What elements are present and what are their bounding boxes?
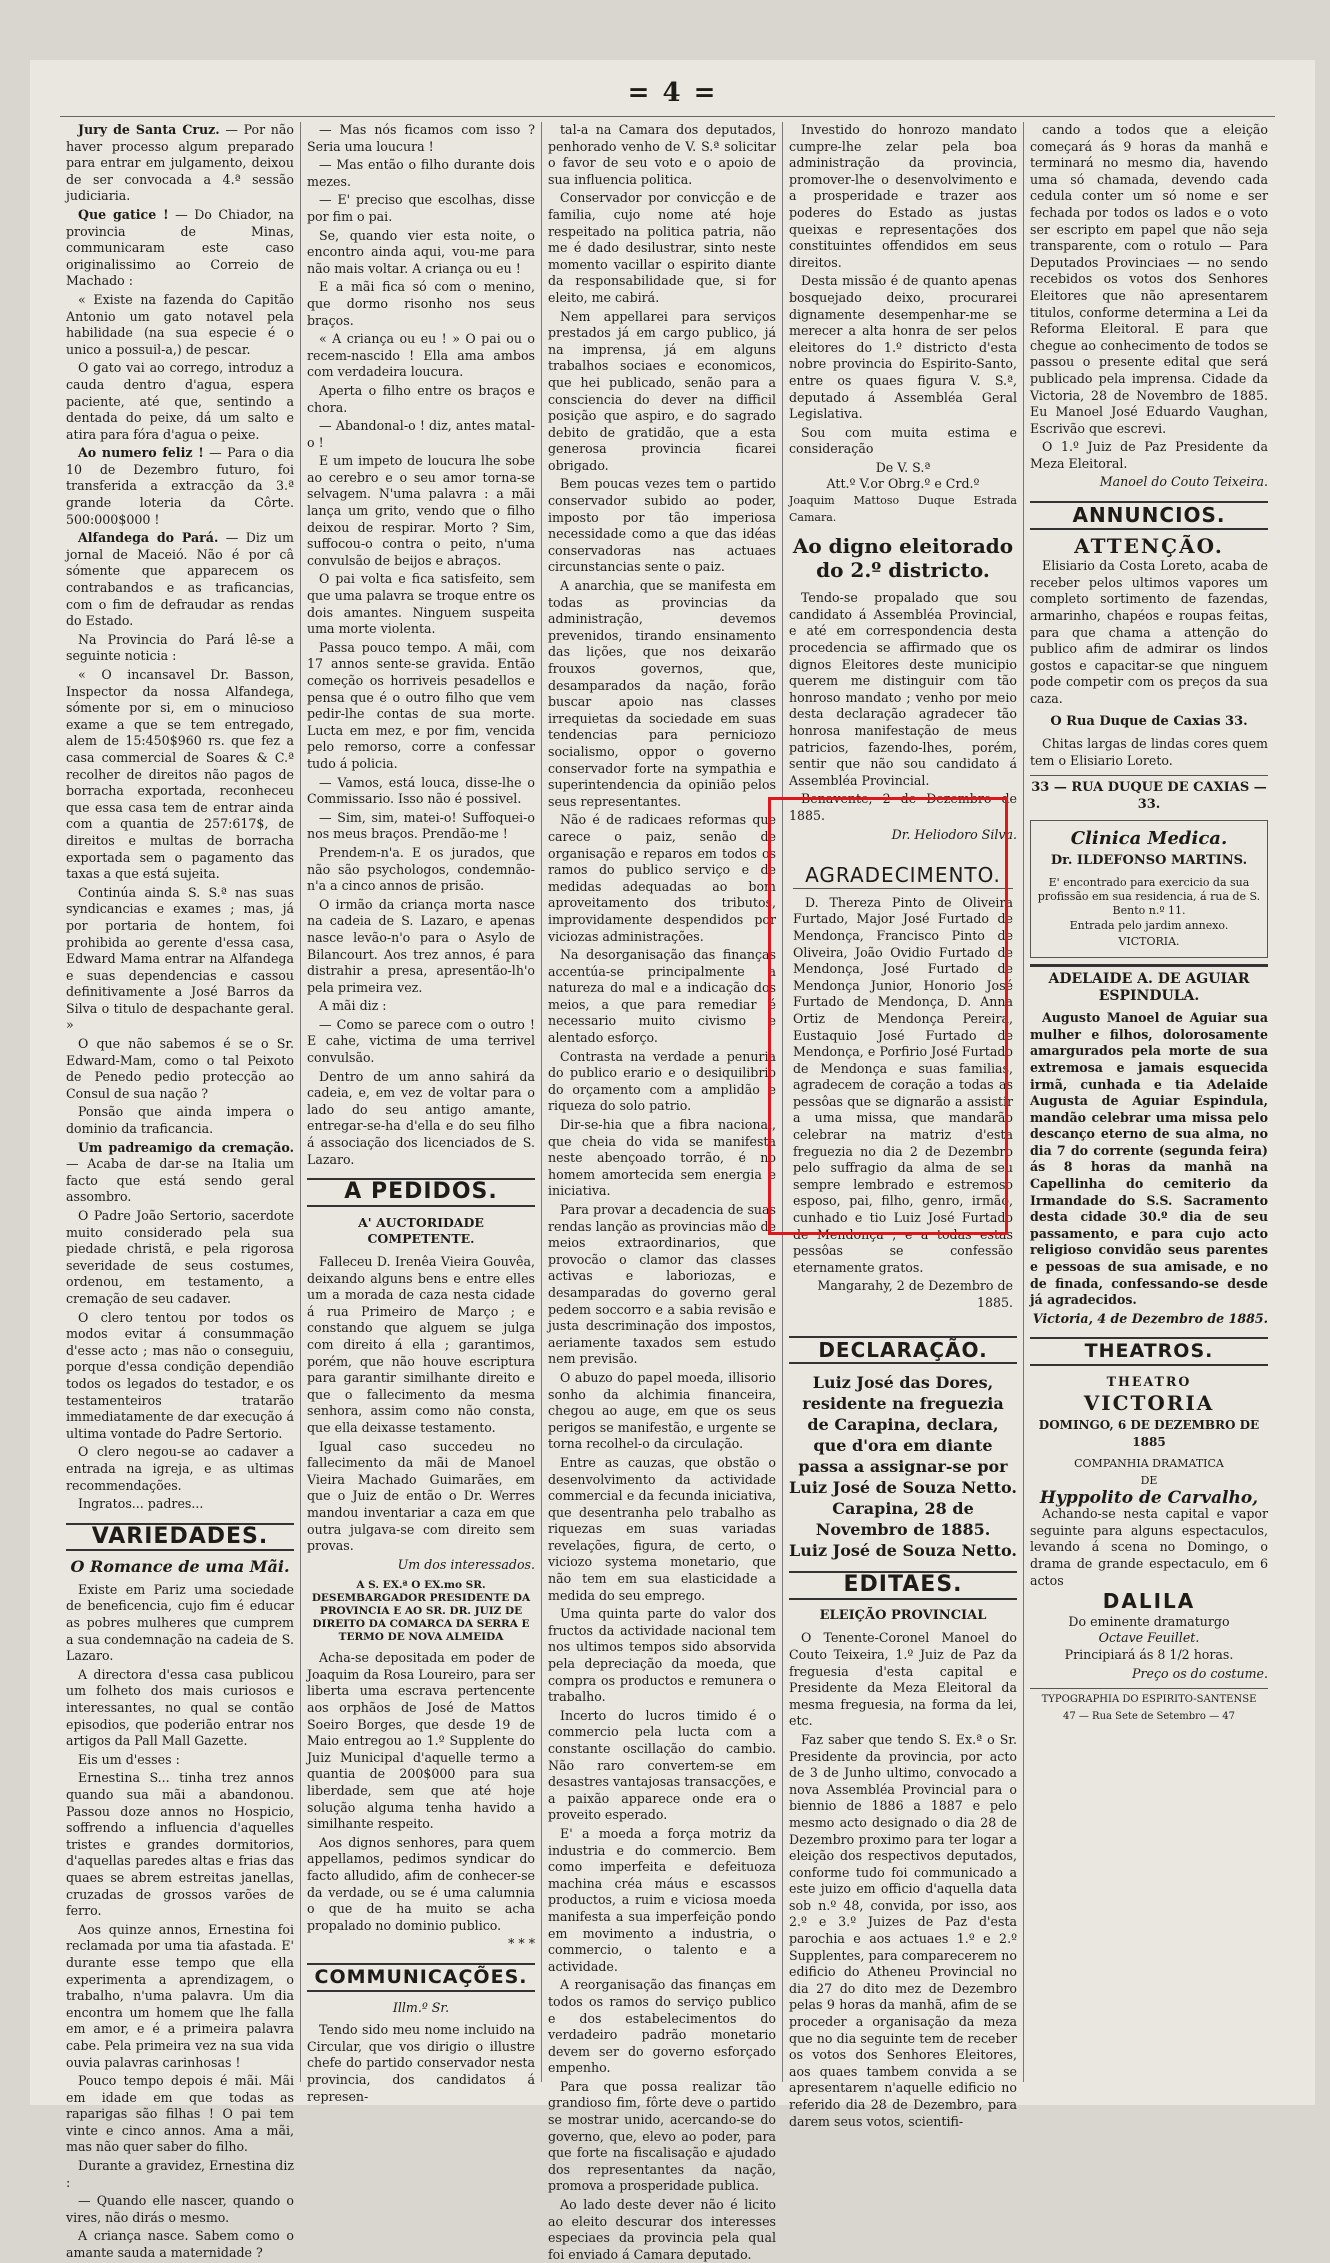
signature: Dr. Heliodoro Silva. <box>891 826 1017 842</box>
story-paragraph: — Quando elle nascer, quando o vires, não dirás o mesmo. <box>66 2193 294 2225</box>
column-divider <box>1023 122 1024 2082</box>
play-author-label: Do eminente dramaturgo <box>1068 1613 1230 1629</box>
pedido-paragraph: Falleceu D. Irenêa Vieira Gouvêa, deixando alguns bens e entre elles um a morada de caza nesta cidade á rua Primeiro de Março ; e constando que alguem se julga com direito á ella ; garantimos, porém, que não houve escriptura para garantir similhante direito e que o fallecimento da mesma senhora, assim como não consta, que ella deixasse testamento. <box>307 1254 535 1435</box>
newspaper-page <box>30 60 1315 2262</box>
clinic-doctor: Dr. ILDEFONSO MARTINS. <box>1050 853 1248 869</box>
article-title: Ao digno eleitorado do 2.º districto. <box>792 534 1014 583</box>
letter-paragraph: Para provar a decadencia de suas rendas lanção as provincias mão de meios extraordinarios, que provocão o clamor das classes activas e laboriozas, e desamparadas do governo geral pedem soccorro e a sabia revisão e justa descriminação dos impostos, aeriamente taxados sem estudo nem previsão. <box>548 1202 776 1367</box>
letter-paragraph: O abuzo do papel moeda, illisorio sonho da alchimia financeira, chegou ao auge, em que os seus perigos se manifestão, e urgente se torna recolhel-o da circulação. <box>548 1369 776 1452</box>
column-5 <box>1030 122 1268 2087</box>
news-item: O clero negou-se ao cadaver a entrada na igreja, e as ultimas recommendações. <box>66 1444 294 1493</box>
clinic-city: VICTORIA. <box>1118 935 1180 949</box>
story-paragraph: « A criança ou eu ! » O pai ou o recem-nascido ! Ella ama ambos com verdadeira loucura. <box>307 331 535 380</box>
letter-paragraph: Ao lado deste dever não é licito ao eleito descurar dos interesses especiaes da provincia pela qual foi enviado á Camara deputado. <box>548 2197 776 2262</box>
play-price: Preço os do costume. <box>1132 1665 1268 1681</box>
news-item: Ao numero feliz ! — Para o dia 10 de Dezembro futuro, foi transferida a extracção da 3.ª grande loteria da Côrte. 500:000$000 ! <box>66 445 294 527</box>
letter-paragraph: A anarchia, que se manifesta em todas as provincias da administração, devemos prevenidos, tirando ensinamento das lições, que nos deixarão frouxos governos, que, desamparados da nação, forão buscar apoio nas classes irrequietas da sociedade em suas tendencias para perniciozo socialismo, oppor o governo conservador forte na sympathia e superintendencia da opinião pelos seus representantes. <box>548 578 776 809</box>
story-paragraph: — Sim, sim, matei-o! Suffoquei-o nos meus braços. Prendão-me ! <box>307 809 535 842</box>
play-title: DALILA <box>1102 1589 1196 1614</box>
ad-note: Chitas largas de lindas cores quem tem o Elisiario Loreto. <box>1030 736 1268 768</box>
letter-paragraph: Na desorganisação das finanças accentúa-se principalmente a natureza do mal e a indicação dos meios, a que para remediar é necessario muito civismo e alentado esforço. <box>548 947 776 1046</box>
ad-title: ATTENÇÃO. <box>1074 533 1224 558</box>
edital-paragraph: O Tenente-Coronel Manoel do Couto Teixeira, 1.º Juiz de Paz da freguesia d'esta capital e Presidente da Meza Eleitoral da mesma freguesia, na forma da lei, etc. <box>789 1630 1017 1729</box>
news-item: Um padreamigo da cremação. — Acaba de dar-se na Italia um facto que está sendo geral assombro. <box>66 1139 294 1205</box>
section-title-annuncios: ANNUNCIOS. <box>1030 501 1268 530</box>
subsection-title: A' AUCTORIDADE COMPETENTE. <box>358 1214 484 1247</box>
section-title-theatros: THEATROS. <box>1030 1337 1268 1366</box>
section-title-variedades: VARIEDADES. <box>66 1523 294 1552</box>
letter-paragraph: Conservador por convicção e de familia, cujo nome até hoje respeitado na politica patria, não me é dado desilustrar, sinto neste momento vacillar o espirito diante da responsabilidade que, si for eleito, me cabirá. <box>548 190 776 305</box>
story-paragraph: — Vamos, está louca, disse-lhe o Commissario. Isso não é possivel. <box>307 774 535 807</box>
theatre-name: VICTORIA <box>1083 1390 1215 1415</box>
story-paragraph: Ernestina S... tinha trez annos quando sua mãi a abandonou. Passou doze annos no Hospicio, soffrendo a influencia d'aquelles tristes e grandes dormitorios, d'aquellas paredes altas e frias das quaes se abrem estreitas janellas, cruzadas de grossos varões de ferro. <box>66 1770 294 1919</box>
story-paragraph: E a mãi fica só com o menino, que dormo risonho nos seus braços. <box>307 279 535 328</box>
agradecimento-title: AGRADECIMENTO. <box>793 867 1013 889</box>
page-number: = 4 = <box>627 78 718 108</box>
theatre-text: Achando-se nesta capital e vapor seguinte para alguns espectaculos, levando á scena no Domingo, o drama de grande espectaculo, em 6 actos <box>1030 1506 1268 1588</box>
play-time: Principiará ás 8 1/2 horas. <box>1064 1646 1234 1662</box>
story-paragraph: O irmão da criança morta nasce na cadeia de S. Lazaro, e apenas nasce levão-n'o para o Asylo de Bilancourt. Aos trez annos, é para distrahir a presa, apresentão-lh'o pela primeira vez. <box>307 896 535 995</box>
letter-paragraph: Sou com muita estima e consideração <box>789 424 1017 457</box>
obituary-date: Victoria, 4 de Dezembro de 1885. <box>1032 1310 1268 1326</box>
section-title-a-pedidos: A PEDIDOS. <box>307 1178 535 1207</box>
theatre-label: THEATRO <box>1106 1374 1192 1389</box>
story-paragraph: Prendem-n'a. E os jurados, que não são psychologos, condemnão-n'a a cinco annos de prisão. <box>307 844 535 894</box>
story-paragraph: — Mas nós ficamos com isso ? Seria uma loucura ! <box>307 122 535 154</box>
news-item: « O incansavel Dr. Basson, Inspector da nossa Alfandega, sómente por si, em o minucioso exame a que se tem entregado, alem de 15:450$960 rs. que fez a casa commercial de Soares & C.ª recolher de direitos não pagos de borracha exportada, reconheceu que essa casa tem de entrar ainda com a quantia de 257:617$, de direitos e multas de borracha exportada sem o pagamento das taxas a que está sujeita. <box>66 667 294 882</box>
column-3 <box>548 122 776 2262</box>
letter-paragraph: Desta missão é de quanto apenas bosquejado deixo, procurarei dignamente desempenhar-me se merecer a alta honra de ser pelos eleitores do 1.º districto d'esta nobre provincia do Espirito-Santo, entre os quaes figura V. S.ª, deputado á Assembléa Geral Legislativa. <box>789 273 1017 422</box>
story-paragraph: Dentro de um anno sahirá da cadeia, e, em vez de voltar para o lado do seu antigo amante, entregar-se-ha d'ella e do seu filho á associação dos licenciados de S. Lazaro. <box>307 1068 535 1167</box>
news-item: Jury de Santa Cruz. — Por não haver processo algum preparado para entrar em julgamento, deixou de ser convocada a 4.ª sessão judiciaria. <box>66 122 295 204</box>
letter-paragraph: Bem poucas vezes tem o partido conservador subido ao poder, imposto por tão imperiosa necessidade como a que das idéas conservadoras nas actuaes circunstancias sente o paiz. <box>548 476 776 575</box>
subsection-title: ELEIÇÃO PROVINCIAL <box>819 1607 987 1623</box>
declaracao-text: Luiz José das Dores, residente na freguezia de Carapina, declara, que d'ora em diante passa a assignar-se por Luiz José de Souza Netto. <box>789 1373 1017 1498</box>
story-paragraph: Aos quinze annos, Ernestina foi reclamada por uma tia afastada. E' durante esse tempo que ella experimenta a aprendizagem, o trabalho, n'uma palavra. Um dia encontra um homem que lhe falla em amor, e é a primeira palavra cabe. Pela primeira vez na sua vida ouvia palavras carinhosas ! <box>66 1921 294 2070</box>
news-item: O gato vai ao corrego, introduz a cauda dentro d'agua, espera paciente, até que, sentindo a dentada do peixe, dá um salto e atira para fóra d'agua o peixe. <box>66 360 294 442</box>
pedido-paragraph: Igual caso succedeu no fallecimento da mãi de Manoel Vieira Machado Guimarães, em que o Juiz de então o Dr. Werres mandou inventariar a caza em que outra julgava-se com direito sem provas. <box>307 1438 535 1554</box>
story-paragraph: A mãi diz : <box>319 998 387 1014</box>
letter-closing: Att.º V.or Obrg.º e Crd.º <box>826 476 980 492</box>
story-paragraph: A criança nasce. Sabem como o amante sauda a maternidade ? <box>66 2228 294 2261</box>
letter-paragraph: Nem appellarei para serviços prestados já em cargo publico, já na imprensa, já em alguns trabalhos sociaes e economicos, que hei publicado, senão para a consciencia do dever na difficil posição que aspiro, e do sagrado debito de gratidão, que a esta generosa provincia ficarei obrigado. <box>548 308 776 473</box>
story-paragraph: — Mas então o filho durante dois mezes. <box>307 157 535 189</box>
ad-address: O Rua Duque de Caxias 33. <box>1050 713 1248 729</box>
agradecimento-date: Mangarahy, 2 de Dezembro de 1885. <box>817 1278 1013 1310</box>
news-item: Ingratos... padres... <box>78 1496 204 1512</box>
edital-paragraph: cando a todos que a eleição começará ás 9 horas da manhã e terminará no mesmo dia, havendo uma só chamada, devendo cada cedula conter um só nome e ser fechada por todos os lados e o voto ser escripto em papel que não seja transparente, com o rotulo — Para Deputados Provinciaes — no sendo recebidos os votos dos Senhores Eleitores que não apresentarem titulos, conforme determina a Lei da Reforma Eleitoral. E para que chegue ao conhecimento de todos se passou o presente edital que será publicado pela imprensa. Cidade da Victoria, 28 de Novembro de 1885. Eu Manoel José Eduardo Vaughan, Escrivão que escrevi. <box>1030 122 1268 436</box>
story-paragraph: Eis um d'esses : <box>78 1751 180 1767</box>
story-paragraph: Pouco tempo depois é mãi. Mãi em idade em que todas as raparigas são filhas ! O pai tem vinte e cinco annos. Ama a mãi, mas não quer saber do filho. <box>66 2073 294 2155</box>
letter-paragraph: Entre as cauzas, que obstão o desenvolvimento da actividade commercial e da fecunda iniciativa, que desentranha pelo trabalho as riquezas em suas variadas revelações, figura, de certo, o viciozo systema monetario, que não tem em sua elasticidade a medida do seu emprego. <box>548 1454 776 1603</box>
story-paragraph: Durante a gravidez, Ernestina diz : <box>66 2158 294 2190</box>
column-divider <box>300 122 301 2082</box>
theatre-company: COMPANHIA DRAMATICA <box>1074 1457 1224 1471</box>
obituary-text: Augusto Manoel de Aguiar sua mulher e filhos, dolorosamente amargurados pela morte de sua extremosa e jamais esquecida irmã, cunhada e tia Adelaide Augusta de Aguiar Espindula, mandão celebrar uma missa pelo descanço eterno de sua alma, no dia 7 do corrente (segunda feira) ás 8 horas da manhã na Capellinha do cemiterio da Irmandade do S.S. Sacramento desta cidade 30.º dia de seu passamento, e para cujo acto religioso convidão seus parentes e pessoas de sua amisade, e no de finada, confessando-se desde já agradecidos. <box>1030 1010 1268 1308</box>
news-item: Na Provincia do Pará lê-se a seguinte noticia : <box>66 631 294 664</box>
clinic-ad <box>1030 820 1268 958</box>
letter-paragraph: Investido do honrozo mandato cumpre-lhe zelar pela boa administração da provincia, promover-lhe o desenvolvimento e a prosperidade e trazer aos poderes do Estado as justas queixas e representações dos constituintes offendidos em seus direitos. <box>789 122 1017 270</box>
letter-paragraph: Uma quinta parte do valor dos fructos da actividade nacional tem nos ultimos tempos sido absorvida pela depreciação da moeda, que compra os productos e remunera o trabalho. <box>548 1606 776 1705</box>
edital-paragraph: O 1.º Juiz de Paz Presidente da Meza Eleitoral. <box>1030 439 1268 471</box>
pedido-paragraph: Acha-se depositada em poder de Joaquim da Rosa Loureiro, para ser liberta uma escrava pertencente aos orphãos de José de Mattos Soeiro Borges, que desde 19 de Maio entregou ao 1.º Supplente do Juiz Municipal d'aquelle termo a quantia de 200$000 para sua liberdade, sem que até hoje solução alguma tenha havido a similhante respeito. <box>307 1650 535 1832</box>
signature: Manoel do Couto Teixeira. <box>1099 474 1268 490</box>
article-paragraph: Tendo-se propalado que sou candidato á Assembléa Provincial, e até em correspondencia desta procedencia se affirmado que os dignos Eleitores deste municipio querem me distinguir com tão honroso mandato ; venho por meio desta declaração agradecer tão honrosa manifestação de meus patricios, fazendo-lhes, porém, sentir que não sou candidato á Assembléa Provincial. <box>789 590 1017 788</box>
letter-paragraph: A reorganisação das finanças em todos os ramos do serviço publico e dos estabelecimentos do verdadeiro padrão monetario devem ser do governo esforçado empenho. <box>548 1977 776 2076</box>
letter-paragraph: Dir-se-hia que a fibra nacional, que cheia do vida se manifesta neste abençoado torrão, é no homem amortecida sem energia e iniciativa. <box>548 1117 776 1199</box>
letter-paragraph: tal-a na Camara dos deputados, penhorado venho de V. S.ª solicitar o favor de seu voto e o apoio de sua influencia politica. <box>548 122 776 187</box>
story-paragraph: O pai volta e fica satisfeito, sem que uma palavra se troque entre os dois amantes. Ninguem suspeita uma morte violenta. <box>307 571 535 637</box>
column-1 <box>66 122 295 2261</box>
pedido-paragraph: Aos dignos senhores, para quem appellamos, pedimos syndicar do facto alludido, afim de conhecer-se da verdade, ou se é uma calumnia o que de ha muito se acha propalado no dominio publico. <box>307 1834 535 1933</box>
news-item: O clero tentou por todos os modos evitar á consummação d'esse acto ; mas não o conseguiu, porque d'essa condição dependião todos os legados do testador, e os testamenteiros tratarão immediatamente de dar execução á ultima vontade do Padre Sertorio. <box>66 1309 294 1441</box>
declaracao-signer: Luiz José de Souza Netto. <box>789 1541 1017 1561</box>
story-paragraph: — Abandonal-o ! diz, antes matal-o ! <box>307 418 535 450</box>
article-date: Benavente, 2 de Dezembro de 1885. <box>789 791 1017 823</box>
letter-signer: Joaquim Mattoso Duque Estrada Camara. <box>789 494 1017 524</box>
theatre-director: Hyppolito de Carvalho, <box>1039 1487 1259 1508</box>
news-items <box>66 122 294 1513</box>
declaracao-title: DECLARAÇÃO. <box>789 1336 1017 1365</box>
agradecimento-text: D. Thereza Pinto de Oliveira Furtado, Major José Furtado de Mendonça, Francisco Pinto de Oliveira, João Ovidio Furtado de Mendonça, José Furtado de Mendonça Junior, Honorio José Furtado de Mendonça, D. Anna Ortiz de Mendonça Pereira, Eustaquio José Furtado de Mendonça, e Porfirio José Furtado de Mendonça e suas familias, agradecem de coração a todas as pessôas que se dignarão a assistir a uma missa, que mandarão celebrar na matriz d'esta freguezia no dia 2 de Dezembro pelo suffragio da alma de seu sempre lembrado e estremoso esposo, pai, filho, genro, irmão, cunhado e tio Luiz José Furtado de Mendonça ; e a todas estas pessôas se confessão eternamente gratos. <box>793 894 1013 1275</box>
news-item: O que não sabemos é se o Sr. Edward-Mam, como o tal Peixoto de Penedo pedio protecção ao Consul de sua nação ? <box>66 1036 294 1101</box>
news-item: Ponsão que ainda impera o dominio da traficancia. <box>66 1104 294 1137</box>
section-title-communicacoes: COMMUNICAÇÕES. <box>307 1963 535 1992</box>
letter-paragraph: Incerto do lucros timido é o commercio pela lucta com a constante oscillação do cambio. Não raro convertem-se em desastres vantajosas transacções, e a paixão apparece onde era o proveito esperado. <box>548 1707 776 1823</box>
story-paragraph: — E' preciso que escolhas, disse por fim o pai. <box>307 192 535 224</box>
clinic-note: Entrada pelo jardim annexo. <box>1069 918 1229 932</box>
news-item: « Existe na fazenda do Capitão Antonio um gato notavel pela habilidade (na sua especie é o unico a possuil-a,) de pescar. <box>66 291 294 357</box>
ad-address: 33 — RUA DUQUE DE CAXIAS — 33. <box>1030 775 1268 813</box>
signature: Um dos interessados. <box>397 1556 535 1572</box>
news-item: Que gatice ! — Do Chiador, na provincia de Minas, communicaram este caso originalissimo ao Correio de Machado : <box>66 206 295 289</box>
story-paragraph: Passa pouco tempo. A mãi, com 17 annos sente-se gravida. Então começão os horriveis pesadellos e pensa que é o outro filho que vem pedir-lhe contas de sua morte. Lucta em mez, e por fim, vencida pelo remorso, corre a confessar tudo á policia. <box>307 639 535 771</box>
letter-closing: De V. S.ª <box>875 459 931 475</box>
stars-separator: * * * <box>508 1936 535 1952</box>
news-item: Alfandega do Pará. — Diz um jornal de Maceió. Não é por câ sómente que apparecem os contrabandos e as traficancias, com o fim de defraudar as rendas do Estado. <box>66 530 294 629</box>
clinic-title: Clinica Medica. <box>1070 827 1228 849</box>
theatre-date: DOMINGO, 6 DE DEZEMBRO DE 1885 <box>1038 1418 1260 1449</box>
letter-paragraph: E' a moeda a força motriz da industria e do commercio. Bem como imperfeita e defeituoza machina créa máus e escassos productos, a ruim e viciosa moeda manifesta a sua imperfeição pondo em movimento a industria, o commercio, o talento e a actividade. <box>548 1825 776 1974</box>
communication-paragraph: Tendo sido meu nome incluido na Circular, que vos dirigio o illustre chefe do partido conservador nesta provincia, dos candidatos á represen- <box>307 2022 535 2104</box>
story-paragraph: E um impeto de loucura lhe sobe ao cerebro e o seu amor torna-se selvagem. N'uma palavra : a mãi lança um grito, vendo que o filho deixou de respirar. Morto ? Sim, suffocou-o contra o peito, n'uma convulsão de beijos e abraços. <box>307 453 535 568</box>
printer-footer: TYPOGRAPHIA DO ESPIRITO-SANTENSE 47 — Rua Sete de Setembro — 47 <box>1030 1688 1268 1725</box>
story-paragraph: Existe em Pariz uma sociedade de beneficencia, cujo fim é educar as pobres mulheres que cumprem a sua condemnação na cadeia de S. Lazaro. <box>66 1581 294 1664</box>
highlight-box <box>768 797 1008 1235</box>
play-author: Octave Feuillet. <box>1098 1630 1200 1646</box>
story-title: O Romance de uma Mãi. <box>70 1557 290 1577</box>
declaracao-date: Carapina, 28 de Novembro de 1885. <box>815 1499 991 1540</box>
ad-text: Elisiario da Costa Loreto, acaba de receber pelos ultimos vapores um completo sortimento de fazendas, armarinho, chapéos e roupas feitas, para que chama a attenção do publico afim de admirar os lindos gostos e capacitar-se que ninguem pode competir com os preços da sua caza. <box>1030 558 1268 706</box>
subsection-title: A S. EX.ª O EX.mo SR. DESEMBARGADOR PRESIDENTE DA PROVINCIA E AO SR. DR. JUIZ DE DIREITO DA COMARCA DA SERRA E TERMO DE NOVA ALMEIDA <box>311 1579 531 1644</box>
story-paragraph: Se, quando vier esta noite, o encontro ainda aqui, vou-me para não mais voltar. A criança ou eu ! <box>307 227 535 276</box>
column-2 <box>307 122 535 2104</box>
clinic-text: E' encontrado para exercicio da sua profissão em sua residencia, á rua de S. Bento n.º 11. <box>1037 875 1261 917</box>
letter-paragraph: Não é de radicaes reformas que carece o paiz, senão de organisação e reparos em todos os ramos do publico serviço e de medidas adequadas ao bom aproveitamento dos tributos, improvidamente despendidos por viciozas administrações. <box>548 812 776 944</box>
letter-paragraph: Para que possa realizar tão grandioso fim, fôrte deve o partido se mostrar unido, acercando-se do governo, que, elevo ao poder, para que forte na fiscalisação e ajudado dos representantes da nação, promova a prosperidade publica. <box>548 2078 776 2194</box>
story-paragraph: — Como se parece com o outro ! E cahe, victima de uma terrivel convulsão. <box>307 1016 535 1066</box>
news-item: Continúa ainda S. S.ª nas suas syndicancias e exames ; mas, já por portaria de hontem, foi prohibida ao gerente d'essa casa, Edward Mama entrar na Alfandega e suas dependencias e cassou definitivamente a José Barros da Silva o titulo de despachante geral. » <box>66 884 294 1033</box>
story-paragraph: A directora d'essa casa publicou um folheto dos mais curiosos e interessantes, no qual se contão episodios, que poderião entrar nos artigos da Pall Mall Gazette. <box>66 1666 294 1749</box>
top-rule <box>60 116 1275 117</box>
news-item: O Padre João Sertorio, sacerdote muito considerado pela sua piedade christã, e pela rigorosa severidade de seus costumes, ordenou, em testamento, a cremação de seu cadaver. <box>66 1208 294 1306</box>
column-divider <box>541 122 542 2082</box>
letter-paragraph: Contrasta na verdade a penuria do publico erario e o desiquilibrio do orçamento com a amplidão e riqueza do solo patrio. <box>548 1048 776 1114</box>
greeting: Illm.º Sr. <box>392 1999 450 2015</box>
story-paragraph: Aperta o filho entre os braços e chora. <box>307 382 535 415</box>
obituary-title: ADELAIDE A. DE AGUIAR ESPINDULA. <box>1030 964 1268 1004</box>
theatre-company-de: DE <box>1140 1473 1158 1487</box>
section-title-editaes: EDITAES. <box>789 1571 1017 1600</box>
edital-paragraph: Faz saber que tendo S. Ex.ª o Sr. Presidente da provincia, por acto de 3 de Junho ultimo, convocado a nova Assembléa Provincial para o biennio de 1886 a 1887 e pelo mesmo acto designado o dia 28 de Dezembro proximo para ter logar a eleição dos respectivos deputados, conforme tudo foi communicado a este juizo em officio d'aquella data sob n.º 48, convida, por isso, aos 2.º e 3.º Juizes de Paz d'esta parochia e aos actuaes 1.º e 2.º Supplentes, para comparecerem no edificio do Atheneu Provincial no dia 27 do dito mez de Dezembro pelas 9 horas da manhã, afim de se proceder a organisação da meza que no dia seguinte tem de receber os votos dos Senhores Eleitores, aos quaes tambem convida a se apresentarem n'aquelle edificio no referido dia 28 de Dezembro, para darem seus votos, scientifi- <box>789 1731 1017 2129</box>
